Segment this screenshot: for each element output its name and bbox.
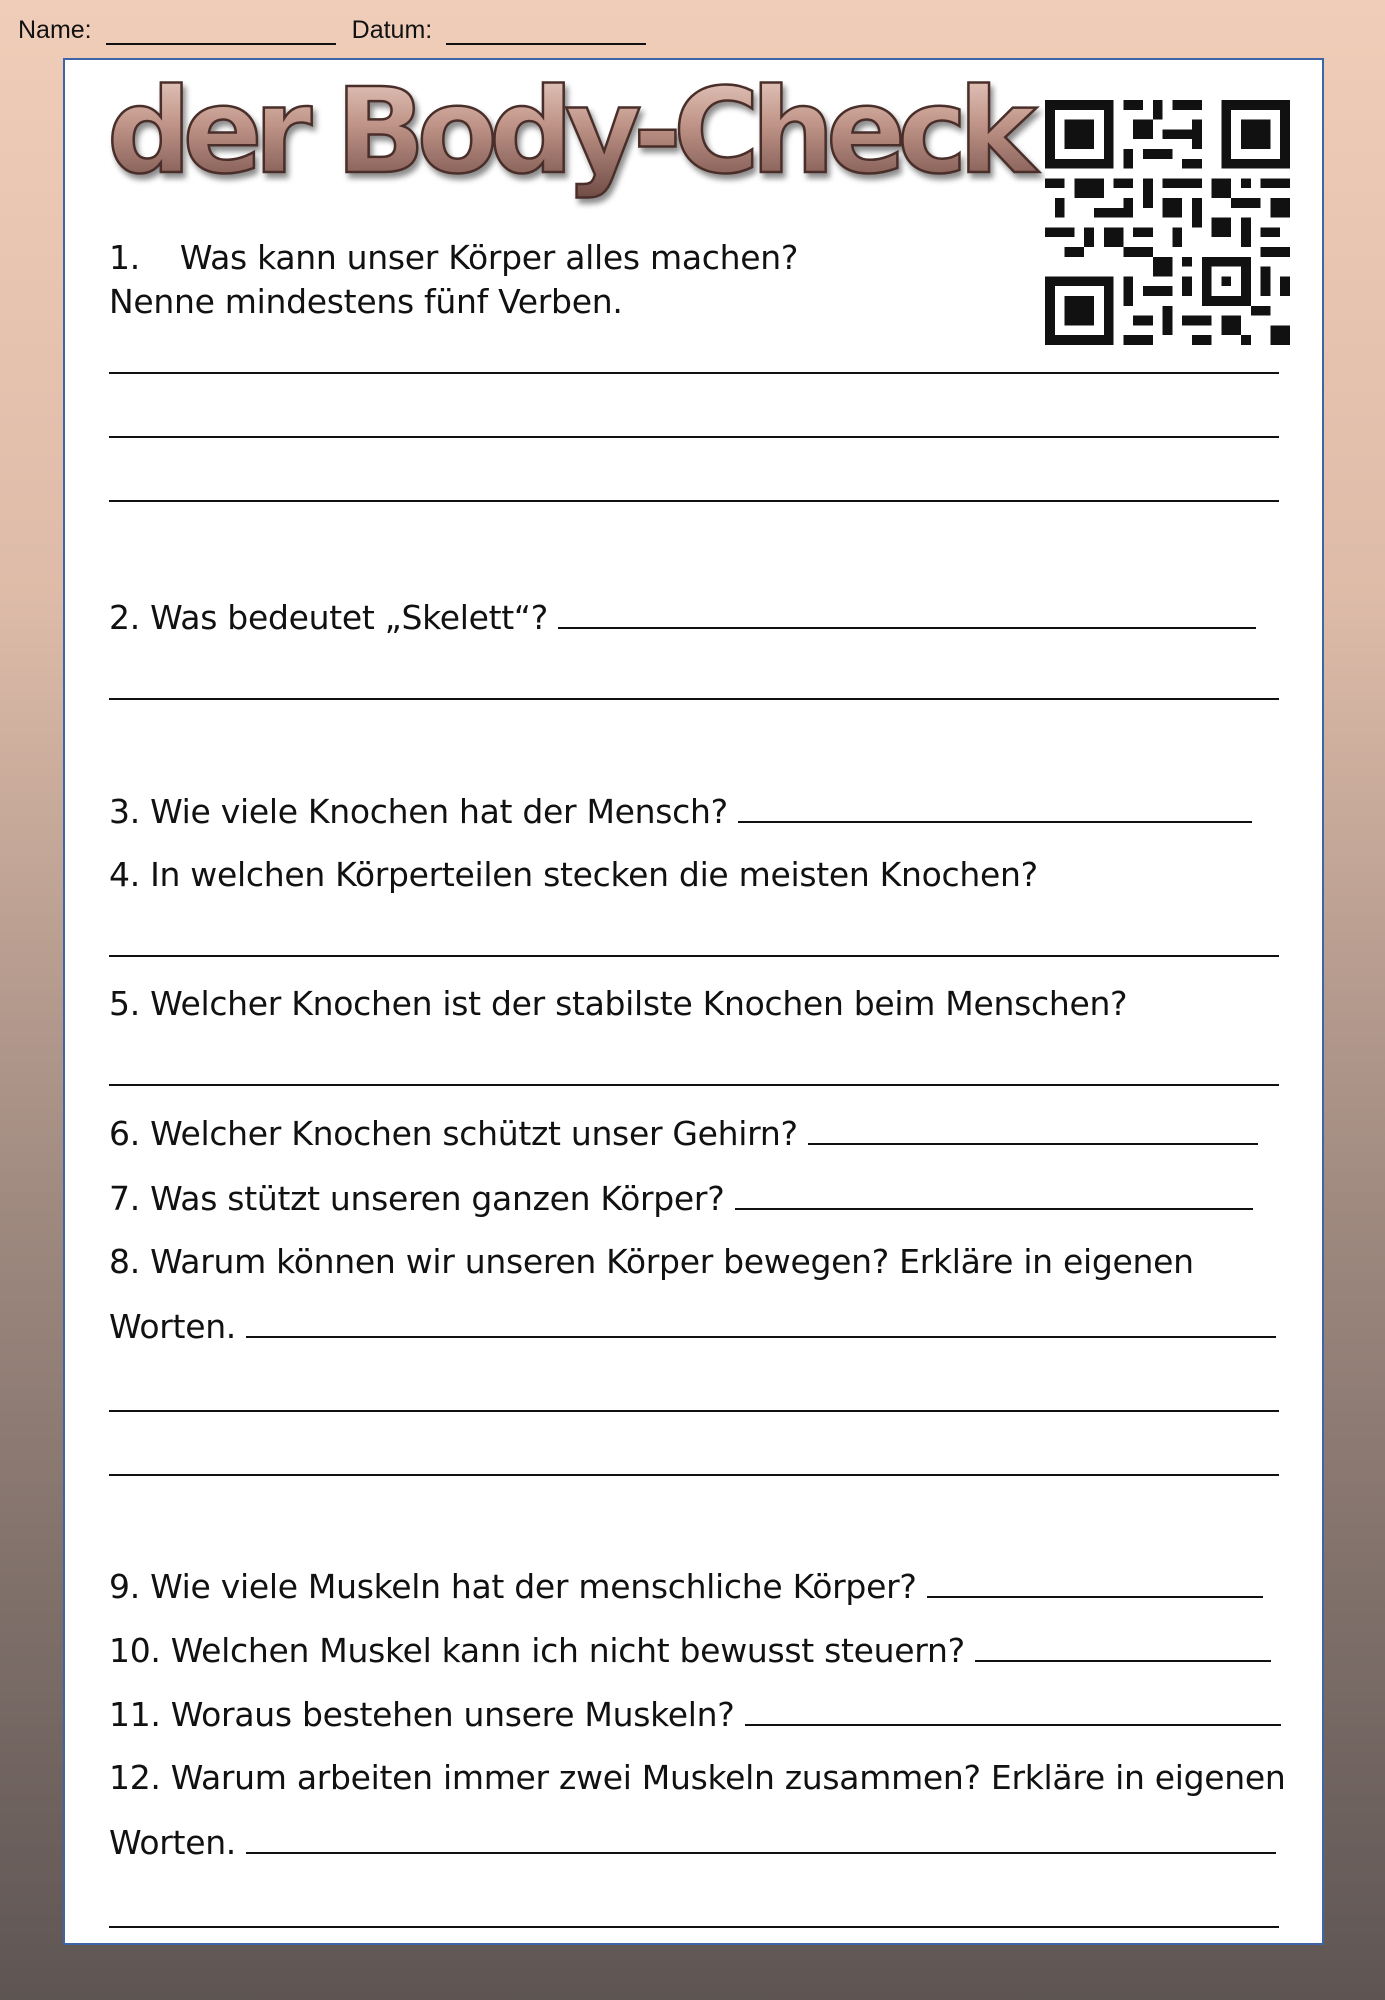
answer-line-1c[interactable] — [109, 500, 1279, 502]
task-8-continued — [109, 1306, 1276, 1347]
task-4-question: 4. In welchen Körperteilen stecken die meisten Knochen? — [109, 855, 1038, 894]
task-1-instruction: Nenne mindestens fünf Verben. — [109, 282, 623, 321]
task-10 — [109, 1630, 1271, 1671]
page-title-text: der Body-Check — [107, 62, 1037, 200]
answer-line-4[interactable] — [109, 955, 1279, 957]
task-11 — [109, 1694, 1281, 1735]
task-3 — [109, 791, 1252, 832]
answer-field-10[interactable] — [975, 1630, 1271, 1662]
answer-line-1a[interactable] — [109, 372, 1279, 374]
task-7 — [109, 1178, 1253, 1219]
task-9-question: 9. Wie viele Muskeln hat der menschliche Körper? — [109, 1567, 917, 1606]
task-8-question-end: Worten. — [109, 1307, 236, 1346]
date-label: Datum: — [351, 15, 433, 44]
task-9 — [109, 1566, 1263, 1607]
answer-field-6[interactable] — [808, 1113, 1258, 1145]
task-3-question: 3. Wie viele Knochen hat der Mensch? — [109, 792, 728, 831]
answer-field-3[interactable] — [738, 791, 1252, 823]
worksheet-header — [18, 10, 1358, 50]
answer-line-5[interactable] — [109, 1084, 1279, 1086]
task-10-question: 10. Welchen Muskel kann ich nicht bewusst steuern? — [109, 1631, 965, 1670]
name-label: Name: — [18, 15, 92, 44]
answer-line-2b[interactable] — [109, 698, 1279, 700]
answer-field-8[interactable] — [246, 1306, 1276, 1338]
task-12-continued — [109, 1822, 1276, 1863]
task-1-number: 1. — [109, 238, 140, 277]
task-12-question: 12. Warum arbeiten immer zwei Muskeln zusammen? Erkläre in eigenen — [109, 1758, 1286, 1797]
answer-line-8c[interactable] — [109, 1474, 1279, 1476]
answer-field-2[interactable] — [558, 597, 1256, 629]
answer-field-12[interactable] — [246, 1822, 1276, 1854]
answer-field-11[interactable] — [745, 1694, 1281, 1726]
name-field[interactable] — [106, 15, 336, 45]
page-title — [95, 52, 1075, 212]
answer-field-9[interactable] — [927, 1566, 1263, 1598]
task-5-question: 5. Welcher Knochen ist der stabilste Knochen beim Menschen? — [109, 984, 1128, 1023]
task-11-question: 11. Woraus bestehen unsere Muskeln? — [109, 1695, 735, 1734]
answer-line-1b[interactable] — [109, 436, 1279, 438]
date-field[interactable] — [446, 15, 646, 45]
task-6 — [109, 1113, 1258, 1154]
answer-line-12b[interactable] — [109, 1926, 1279, 1928]
task-8-question: 8. Warum können wir unseren Körper bewegen? Erkläre in eigenen — [109, 1242, 1194, 1281]
task-7-question: 7. Was stützt unseren ganzen Körper? — [109, 1179, 725, 1218]
qr-code-icon[interactable] — [1045, 100, 1290, 345]
task-1-question: Was kann unser Körper alles machen? — [179, 238, 799, 277]
task-1 — [109, 238, 798, 278]
task-6-question: 6. Welcher Knochen schützt unser Gehirn? — [109, 1114, 798, 1153]
task-2 — [109, 597, 1256, 638]
task-12-question-end: Worten. — [109, 1823, 236, 1862]
answer-line-8b[interactable] — [109, 1410, 1279, 1412]
worksheet-page — [63, 58, 1324, 1945]
answer-field-7[interactable] — [735, 1178, 1253, 1210]
task-2-question: 2. Was bedeutet „Skelett“? — [109, 598, 548, 637]
